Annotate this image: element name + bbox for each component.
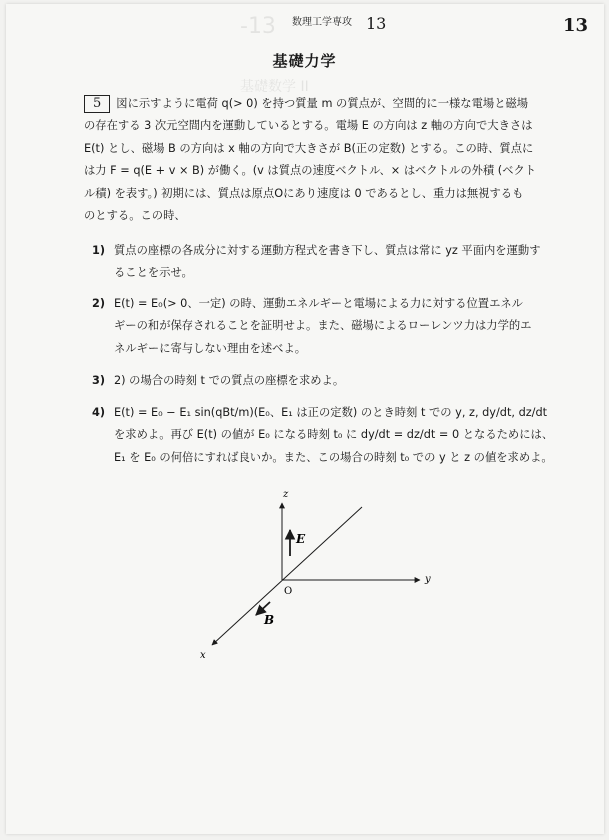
x-axis-label: x (200, 650, 206, 661)
origin-label: O (284, 586, 293, 597)
header-department: 数理工学専攻 (292, 17, 352, 28)
item-line: E(t) = E₀(> 0、一定) の時、運動エネルギーと電場による力に対する位置エネル (114, 297, 523, 310)
item-label: 4) (92, 406, 106, 419)
item-line: ることを示せ。 (114, 266, 193, 280)
z-axis-label: z (283, 489, 289, 500)
page-title: 基礎力学 (272, 52, 337, 70)
x-axis (212, 507, 362, 645)
item-line: 質点の座標の各成分に対する運動方程式を書き下し、質点は常に yz 平面内を運動す (114, 244, 541, 257)
intro-line-1: 5 図に示すように電荷 q(> 0) を持つ質量 m の質点が、空間的に一様な電場と磁場 (84, 93, 558, 115)
y-axis-label: y (425, 574, 431, 585)
item-line: E(t) = E₀ − E₁ sin(qBt/m)(E₀、E₁ は正の定数) のとき時刻 t での y, z, dy/dt, dz/dt (114, 406, 548, 419)
header-page-number: 13 (366, 14, 387, 33)
item-line: を求めよ。再び E(t) の値が E₀ になる時刻 t₀ に dy/dt = dz/dt = 0 となるためには、 (114, 428, 554, 442)
corner-page-number: 13 (563, 15, 589, 36)
intro-line-3: E(t) とし、磁場 B の方向は x 軸の方向で大きさが B(正の定数) とする。この時、質点に (84, 141, 534, 155)
question-number-box: 5 (84, 95, 110, 113)
item-line: 2) の場合の時刻 t での質点の座標を求めよ。 (114, 374, 345, 387)
b-field-label: B (264, 613, 275, 627)
item-label: 1) (92, 244, 106, 257)
intro-line-2: の存在する 3 次元空間内を運動しているとする。電場 E の方向は z 軸の方向で大きさは (84, 119, 533, 133)
item-line: E₁ を E₀ の何倍にすれば良いか。また、この場合の時刻 t₀ での y と z の値を求めよ。 (114, 450, 553, 464)
item-label: 3) (92, 374, 106, 387)
item-line: ネルギーに寄与しない理由を述べよ。 (114, 341, 307, 355)
item-label: 2) (92, 297, 106, 310)
intro-line-6: のとする。この時、 (84, 209, 186, 223)
item-line: ギーの和が保存されることを証明せよ。また、磁場によるローレンツ力は力学的エ (114, 319, 532, 333)
intro-line-5: ル積) を表す。) 初期には、質点は原点Oにあり速度は 0 であるとし、重力は無視するも (84, 186, 524, 200)
intro-line-4: は力 F = q(E + v × B) が働く。(v は質点の速度ベクトル、× はベクトルの外積 (ベクト (84, 164, 537, 178)
e-field-label: E (296, 532, 306, 546)
